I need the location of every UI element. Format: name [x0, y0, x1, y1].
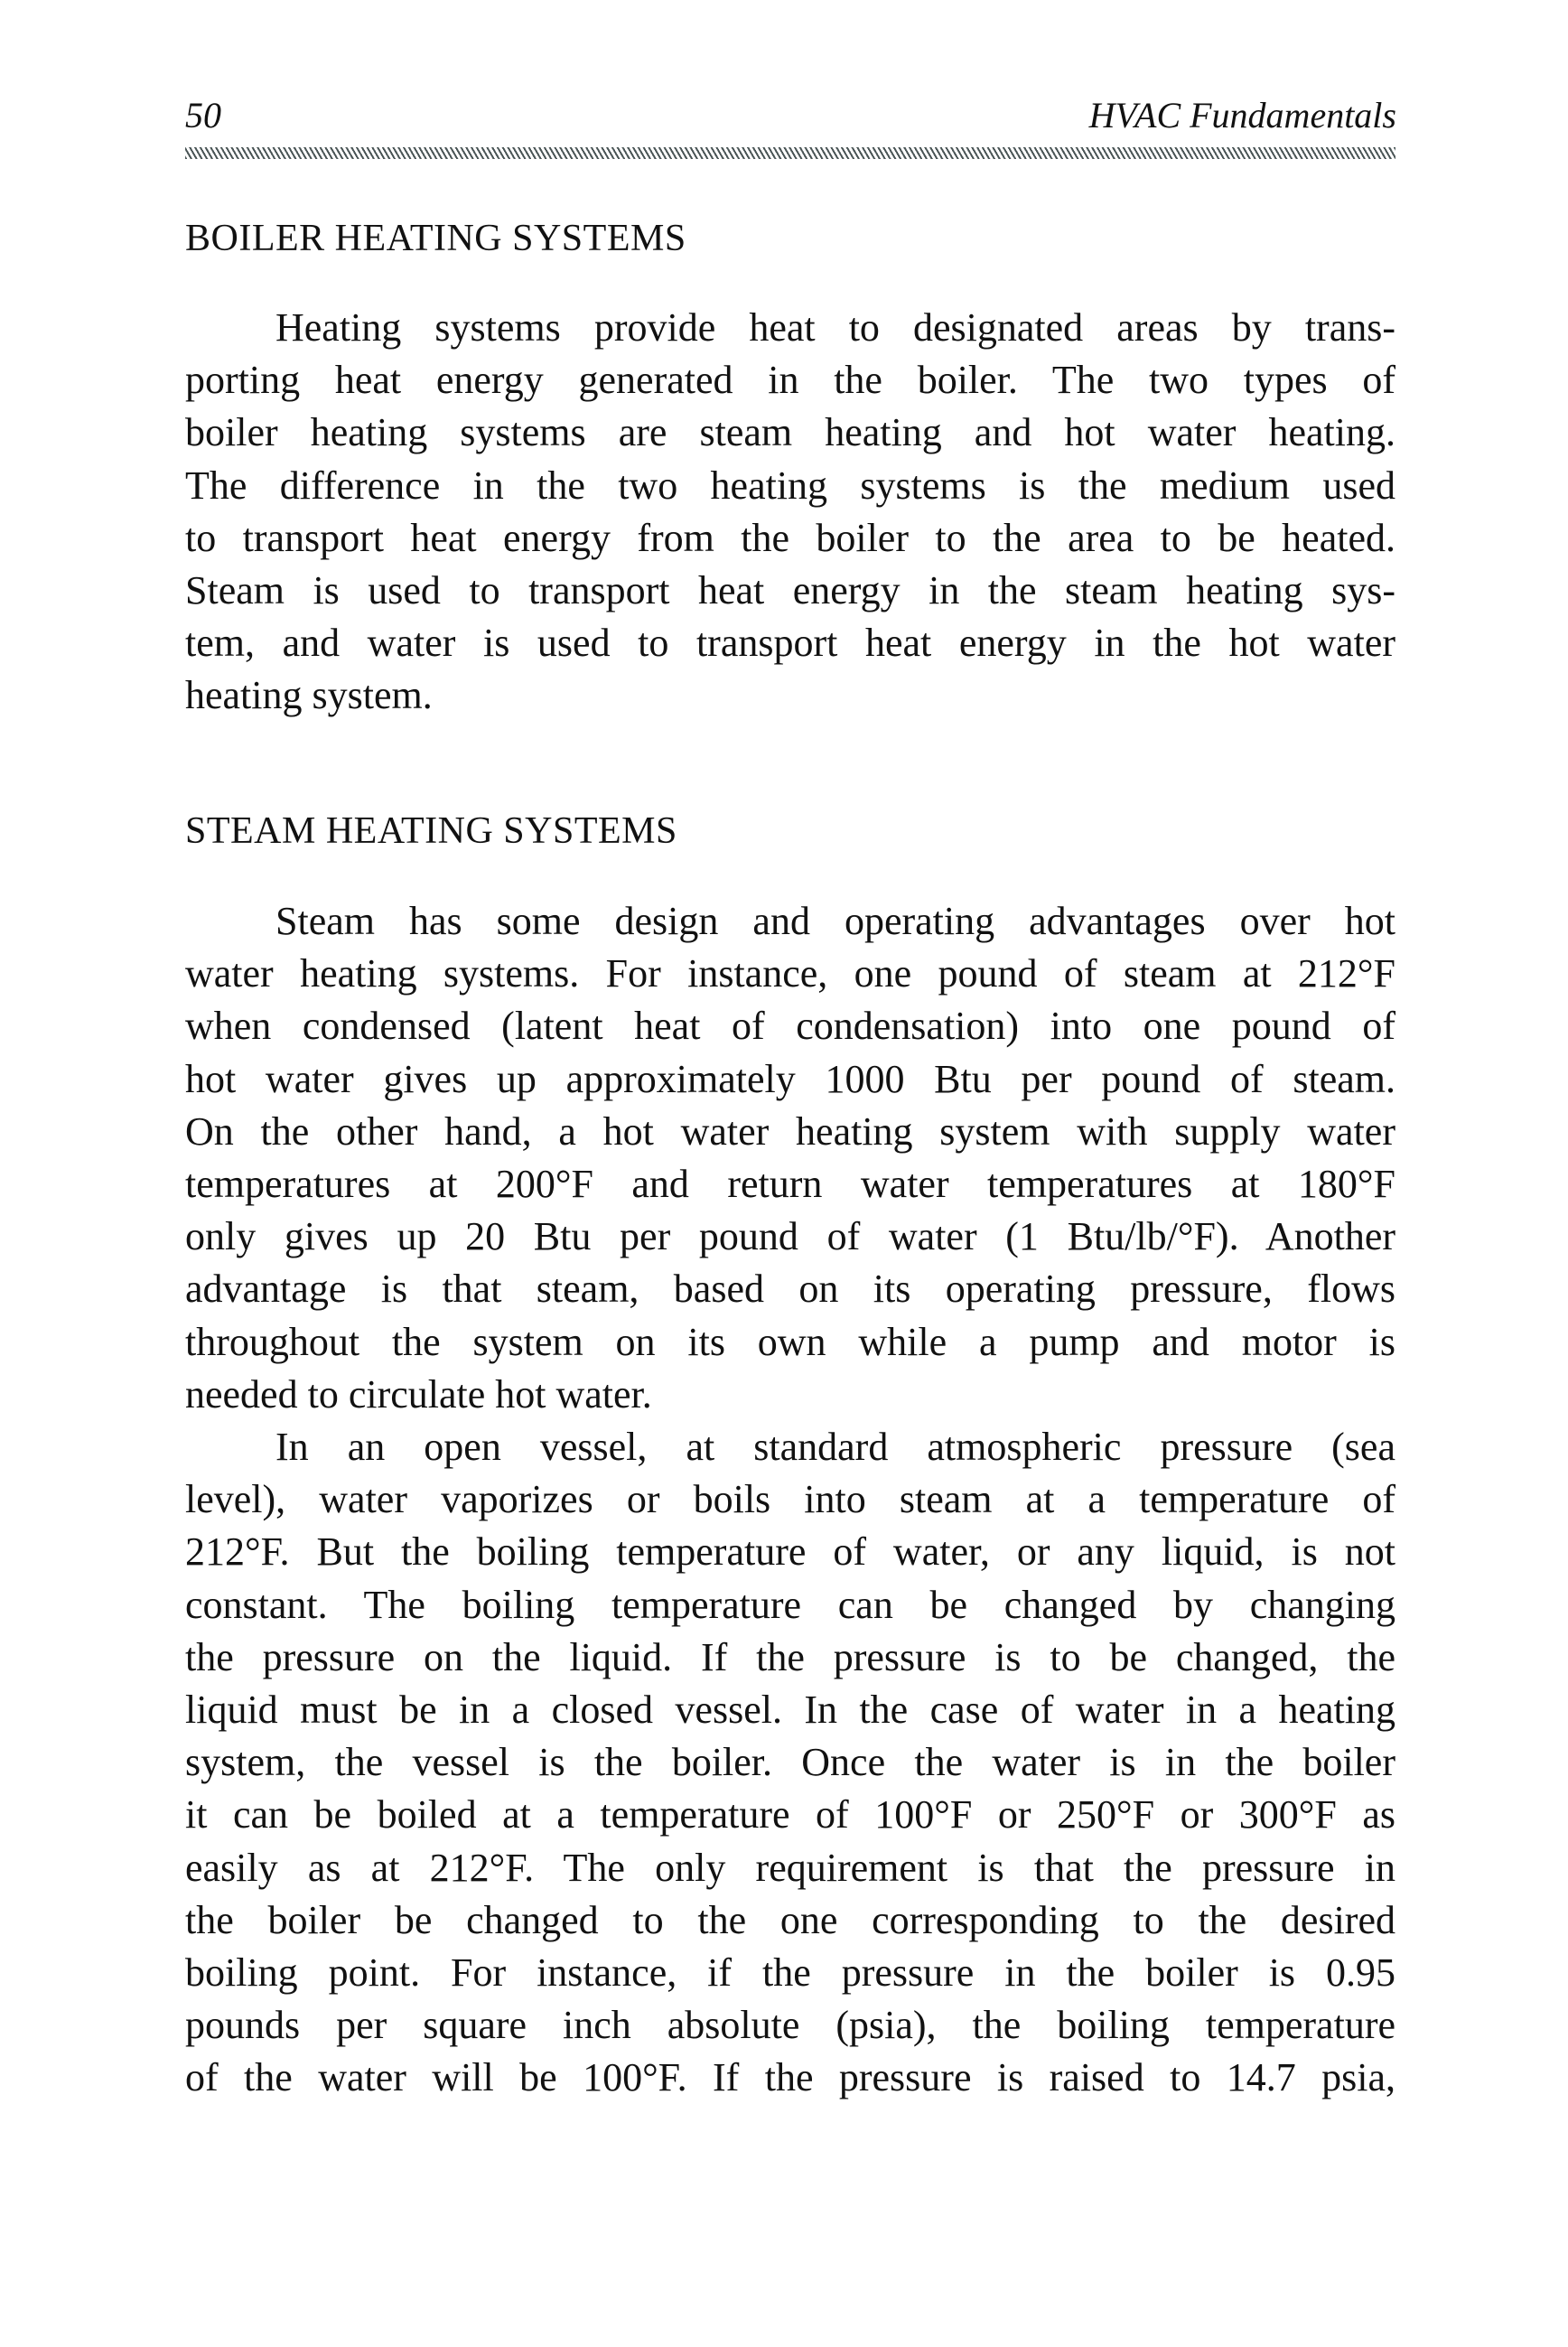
text-line: tem, and water is used to transport heat energy in the hot water: [185, 621, 1395, 666]
text-line: to transport heat energy from the boiler to the area to be heated.: [185, 515, 1395, 560]
text-line: heating system.: [185, 673, 433, 718]
text-line: easily as at 212°F. The only requirement is that the pressure in: [185, 1845, 1395, 1890]
text-line: boiler heating systems are steam heating and hot water heating.: [185, 410, 1395, 455]
text-line: throughout the system on its own while a pump and motor is: [185, 1319, 1395, 1364]
text-line: of the water will be 100°F. If the pressure is raised to 14.7 psia,: [185, 2055, 1395, 2100]
text-line: the boiler be changed to the one corresponding to the desired: [185, 1897, 1395, 1942]
text-line: Steam is used to transport heat energy in the steam heating sys-: [185, 567, 1395, 612]
text-line: hot water gives up approximately 1000 Btu per pound of steam.: [185, 1056, 1395, 1101]
section-heading-boiler: BOILER HEATING SYSTEMS: [185, 218, 686, 259]
text-line: Steam has some design and operating advantages over hot: [275, 899, 1395, 943]
paragraph: [185, 1421, 1395, 2104]
text-line: On the other hand, a hot water heating system with supply water: [185, 1108, 1395, 1154]
text-line: porting heat energy generated in the boiler. The two types of: [185, 358, 1395, 403]
section-heading-steam: STEAM HEATING SYSTEMS: [185, 810, 677, 852]
text-line: liquid must be in a closed vessel. In the case of water in a heating: [185, 1687, 1395, 1732]
text-line: pounds per square inch absolute (psia), the boiling temperature: [185, 2003, 1395, 2048]
header-rule: [185, 147, 1395, 159]
text-line: only gives up 20 Btu per pound of water (1 Btu/lb/°F). Another: [185, 1214, 1395, 1259]
text-line: level), water vaporizes or boils into steam at a temperature of: [185, 1477, 1395, 1522]
text-line: temperatures at 200°F and return water temperatures at 180°F: [185, 1161, 1395, 1206]
running-title: HVAC Fundamentals: [1088, 95, 1396, 136]
paragraph: [185, 895, 1395, 1421]
text-line: needed to circulate hot water.: [185, 1371, 652, 1417]
text-line: 212°F. But the boiling temperature of water, or any liquid, is not: [185, 1529, 1395, 1575]
text-line: it can be boiled at a temperature of 100°F or 250°F or 300°F as: [185, 1792, 1395, 1837]
text-line: The difference in the two heating systems is the medium used: [185, 463, 1395, 508]
text-line: Heating systems provide heat to designated areas by trans-: [275, 305, 1395, 350]
paragraph: [185, 302, 1395, 723]
text-line: when condensed (latent heat of condensation) into one pound of: [185, 1004, 1395, 1049]
text-line: constant. The boiling temperature can be changed by changing: [185, 1582, 1395, 1627]
text-line: advantage is that steam, based on its operating pressure, flows: [185, 1267, 1395, 1312]
text-line: In an open vessel, at standard atmospheric pressure (sea: [275, 1425, 1395, 1469]
text-line: boiling point. For instance, if the pressure in the boiler is 0.95: [185, 1950, 1395, 1995]
page-number: 50: [185, 95, 221, 136]
text-line: the pressure on the liquid. If the pressure is to be changed, the: [185, 1634, 1395, 1679]
text-line: water heating systems. For instance, one pound of steam at 212°F: [185, 951, 1395, 996]
text-line: system, the vessel is the boiler. Once the water is in the boiler: [185, 1740, 1395, 1785]
